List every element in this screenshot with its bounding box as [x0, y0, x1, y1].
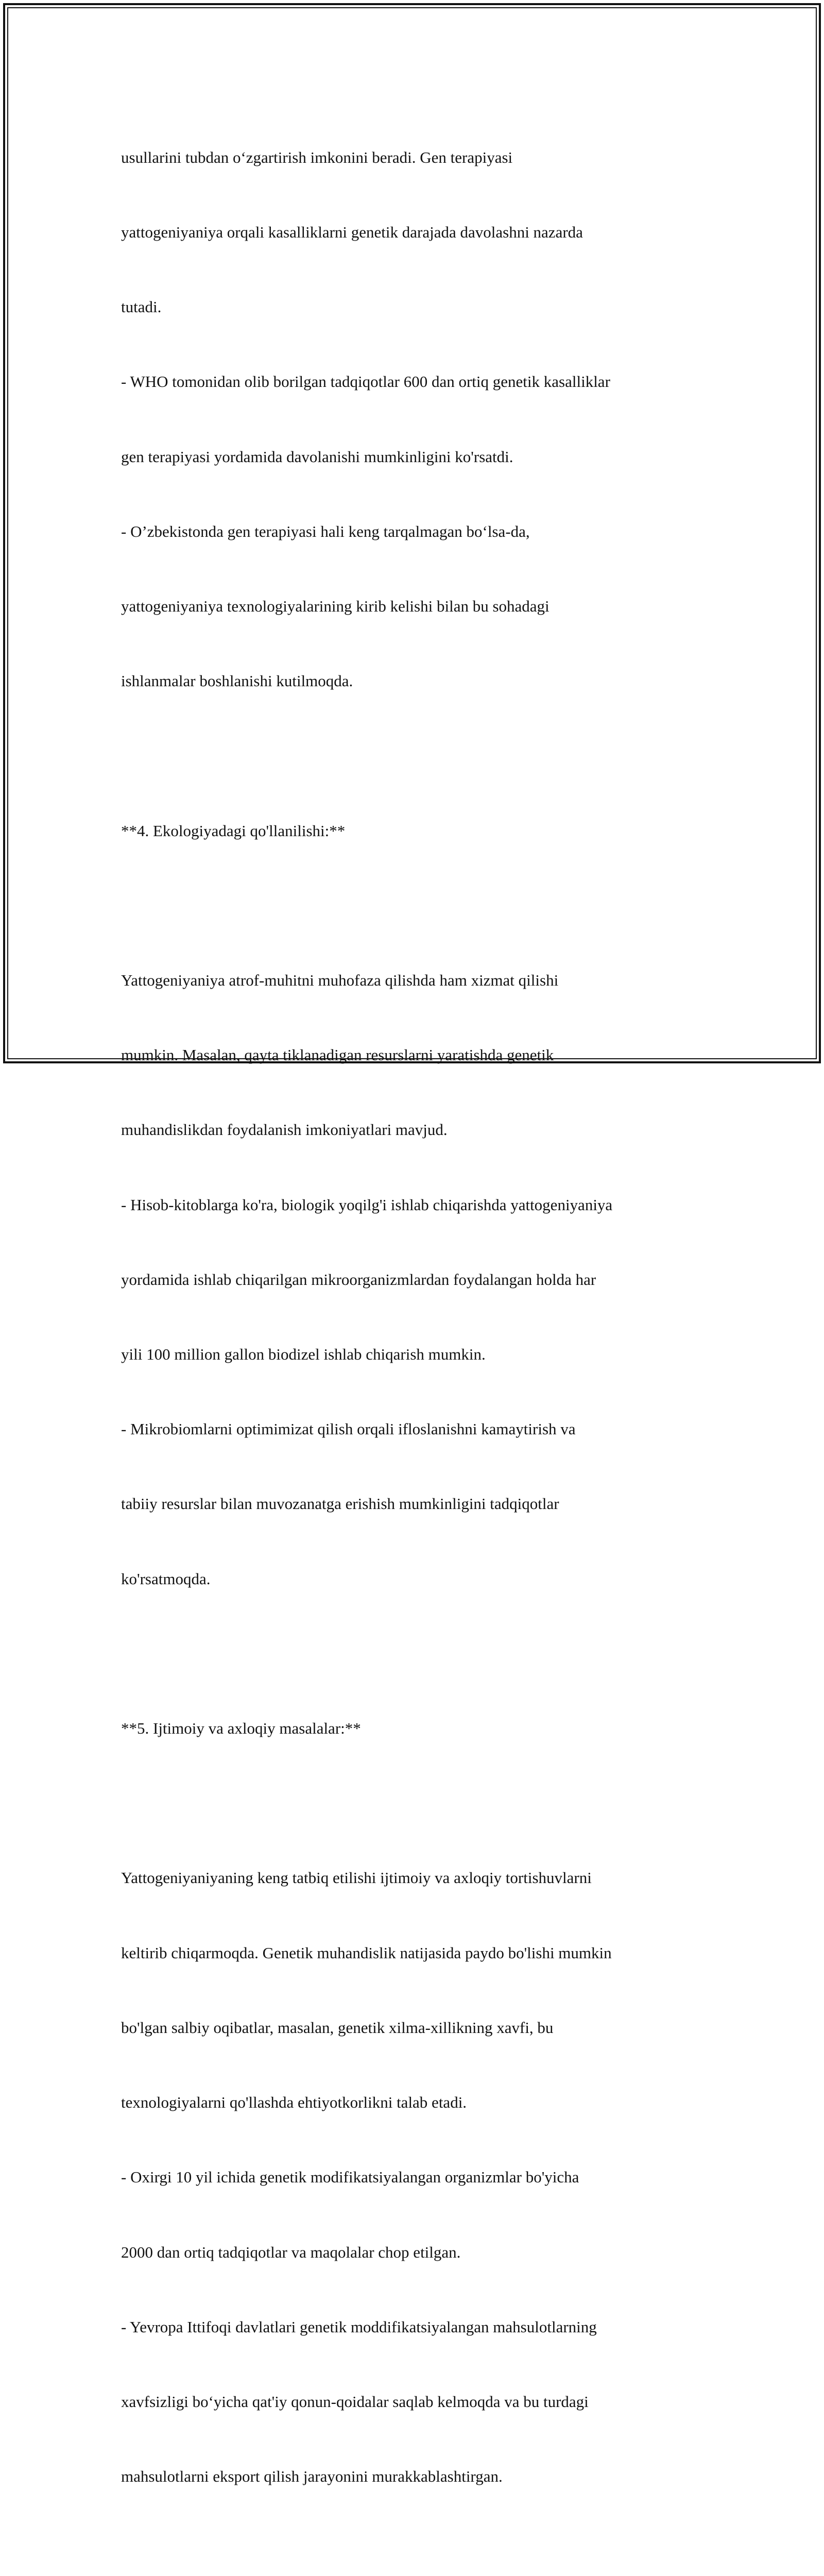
list-item: - Hisob-kitoblarga ko'ra, biologik yoqilg'i ishlab chiqarishda yattogeniyaniya [121, 1195, 613, 1214]
blank-line [121, 2539, 713, 2564]
list-item: - WHO tomonidan olib borilgan tadqiqotlar 600 dan ortiq genetik kasalliklar [121, 372, 610, 391]
text-line: Yattogeniyaniya atrof-muhitni muhofaza qilishda ham xizmat qilishi [121, 971, 559, 990]
blank-line [121, 1641, 713, 1666]
list-item: tabiiy resurslar bilan muvozanatga erishish mumkinligini tadqiqotlar [121, 1495, 559, 1513]
list-item: ishlanmalar boshlanishi kutilmoqda. [121, 672, 353, 690]
list-item: - Oxirgi 10 yil ichida genetik modifikatsiyalangan organizmlar bo'yicha [121, 2168, 579, 2187]
list-item: - Yevropa Ittifoqi davlatlari genetik moddifikatsiyalangan mahsulotlarning [121, 2317, 597, 2336]
section-heading: **5. Ijtimoiy va axloqiy masalalar:** [121, 1719, 361, 1738]
text-line: usullarini tubdan o‘zgartirish imkonini beradi. Gen terapiyasi [121, 148, 513, 166]
section-heading: **4. Ekologiyadagi qo'llanilishi:** [121, 821, 346, 840]
text-line: tutadi. [121, 298, 162, 316]
text-line: muhandislikdan foydalanish imkoniyatlari mavjud. [121, 1121, 448, 1139]
text-line: texnologiyalarni qo'llashda ehtiyotkorlikni talab etadi. [121, 2093, 467, 2112]
blank-line [121, 743, 713, 768]
text-line: mumkin. Masalan, qayta tiklanadigan resurslarni yaratishda genetik [121, 1046, 554, 1064]
list-item: ko'rsatmoqda. [121, 1569, 211, 1588]
list-item: yili 100 million gallon biodizel ishlab chiqarish mumkin. [121, 1345, 486, 1364]
blank-line [121, 1791, 713, 1816]
list-item: yattogeniyaniya texnologiyalarining kirib kelishi bilan bu sohadagi [121, 597, 550, 616]
text-line: Yattogeniyaniyaning keng tatbiq etilishi ijtimoiy va axloqiy tortishuvlarni [121, 1869, 592, 1887]
blank-line [121, 893, 713, 918]
list-item: mahsulotlarni eksport qilish jarayonini murakkablashtirgan. [121, 2467, 503, 2486]
document-body [121, 95, 713, 2576]
text-line: keltirib chiqarmoqda. Genetik muhandislik natijasida paydo bo'lishi mumkin [121, 1943, 612, 1962]
list-item: - O’zbekistonda gen terapiyasi hali keng tarqalmagan bo‘lsa-da, [121, 522, 530, 540]
list-item: yordamida ishlab chiqarilgan mikroorganizmlardan foydalangan holda har [121, 1270, 596, 1289]
list-item: gen terapiyasi yordamida davolanishi mumkinligini ko'rsatdi. [121, 447, 513, 466]
list-item: xavfsizligi bo‘yicha qat'iy qonun-qoidalar saqlab kelmoqda va bu turdagi [121, 2392, 589, 2411]
text-line: yattogeniyaniya orqali kasalliklarni genetik darajada davolashni nazarda [121, 223, 583, 242]
text-line: bo'lgan salbiy oqibatlar, masalan, genetik xilma-xillikning xavfi, bu [121, 2018, 554, 2037]
list-item: - Mikrobiomlarni optimimizat qilish orqali ifloslanishni kamaytirish va [121, 1420, 576, 1438]
list-item: 2000 dan ortiq tadqiqotlar va maqolalar chop etilgan. [121, 2243, 461, 2261]
